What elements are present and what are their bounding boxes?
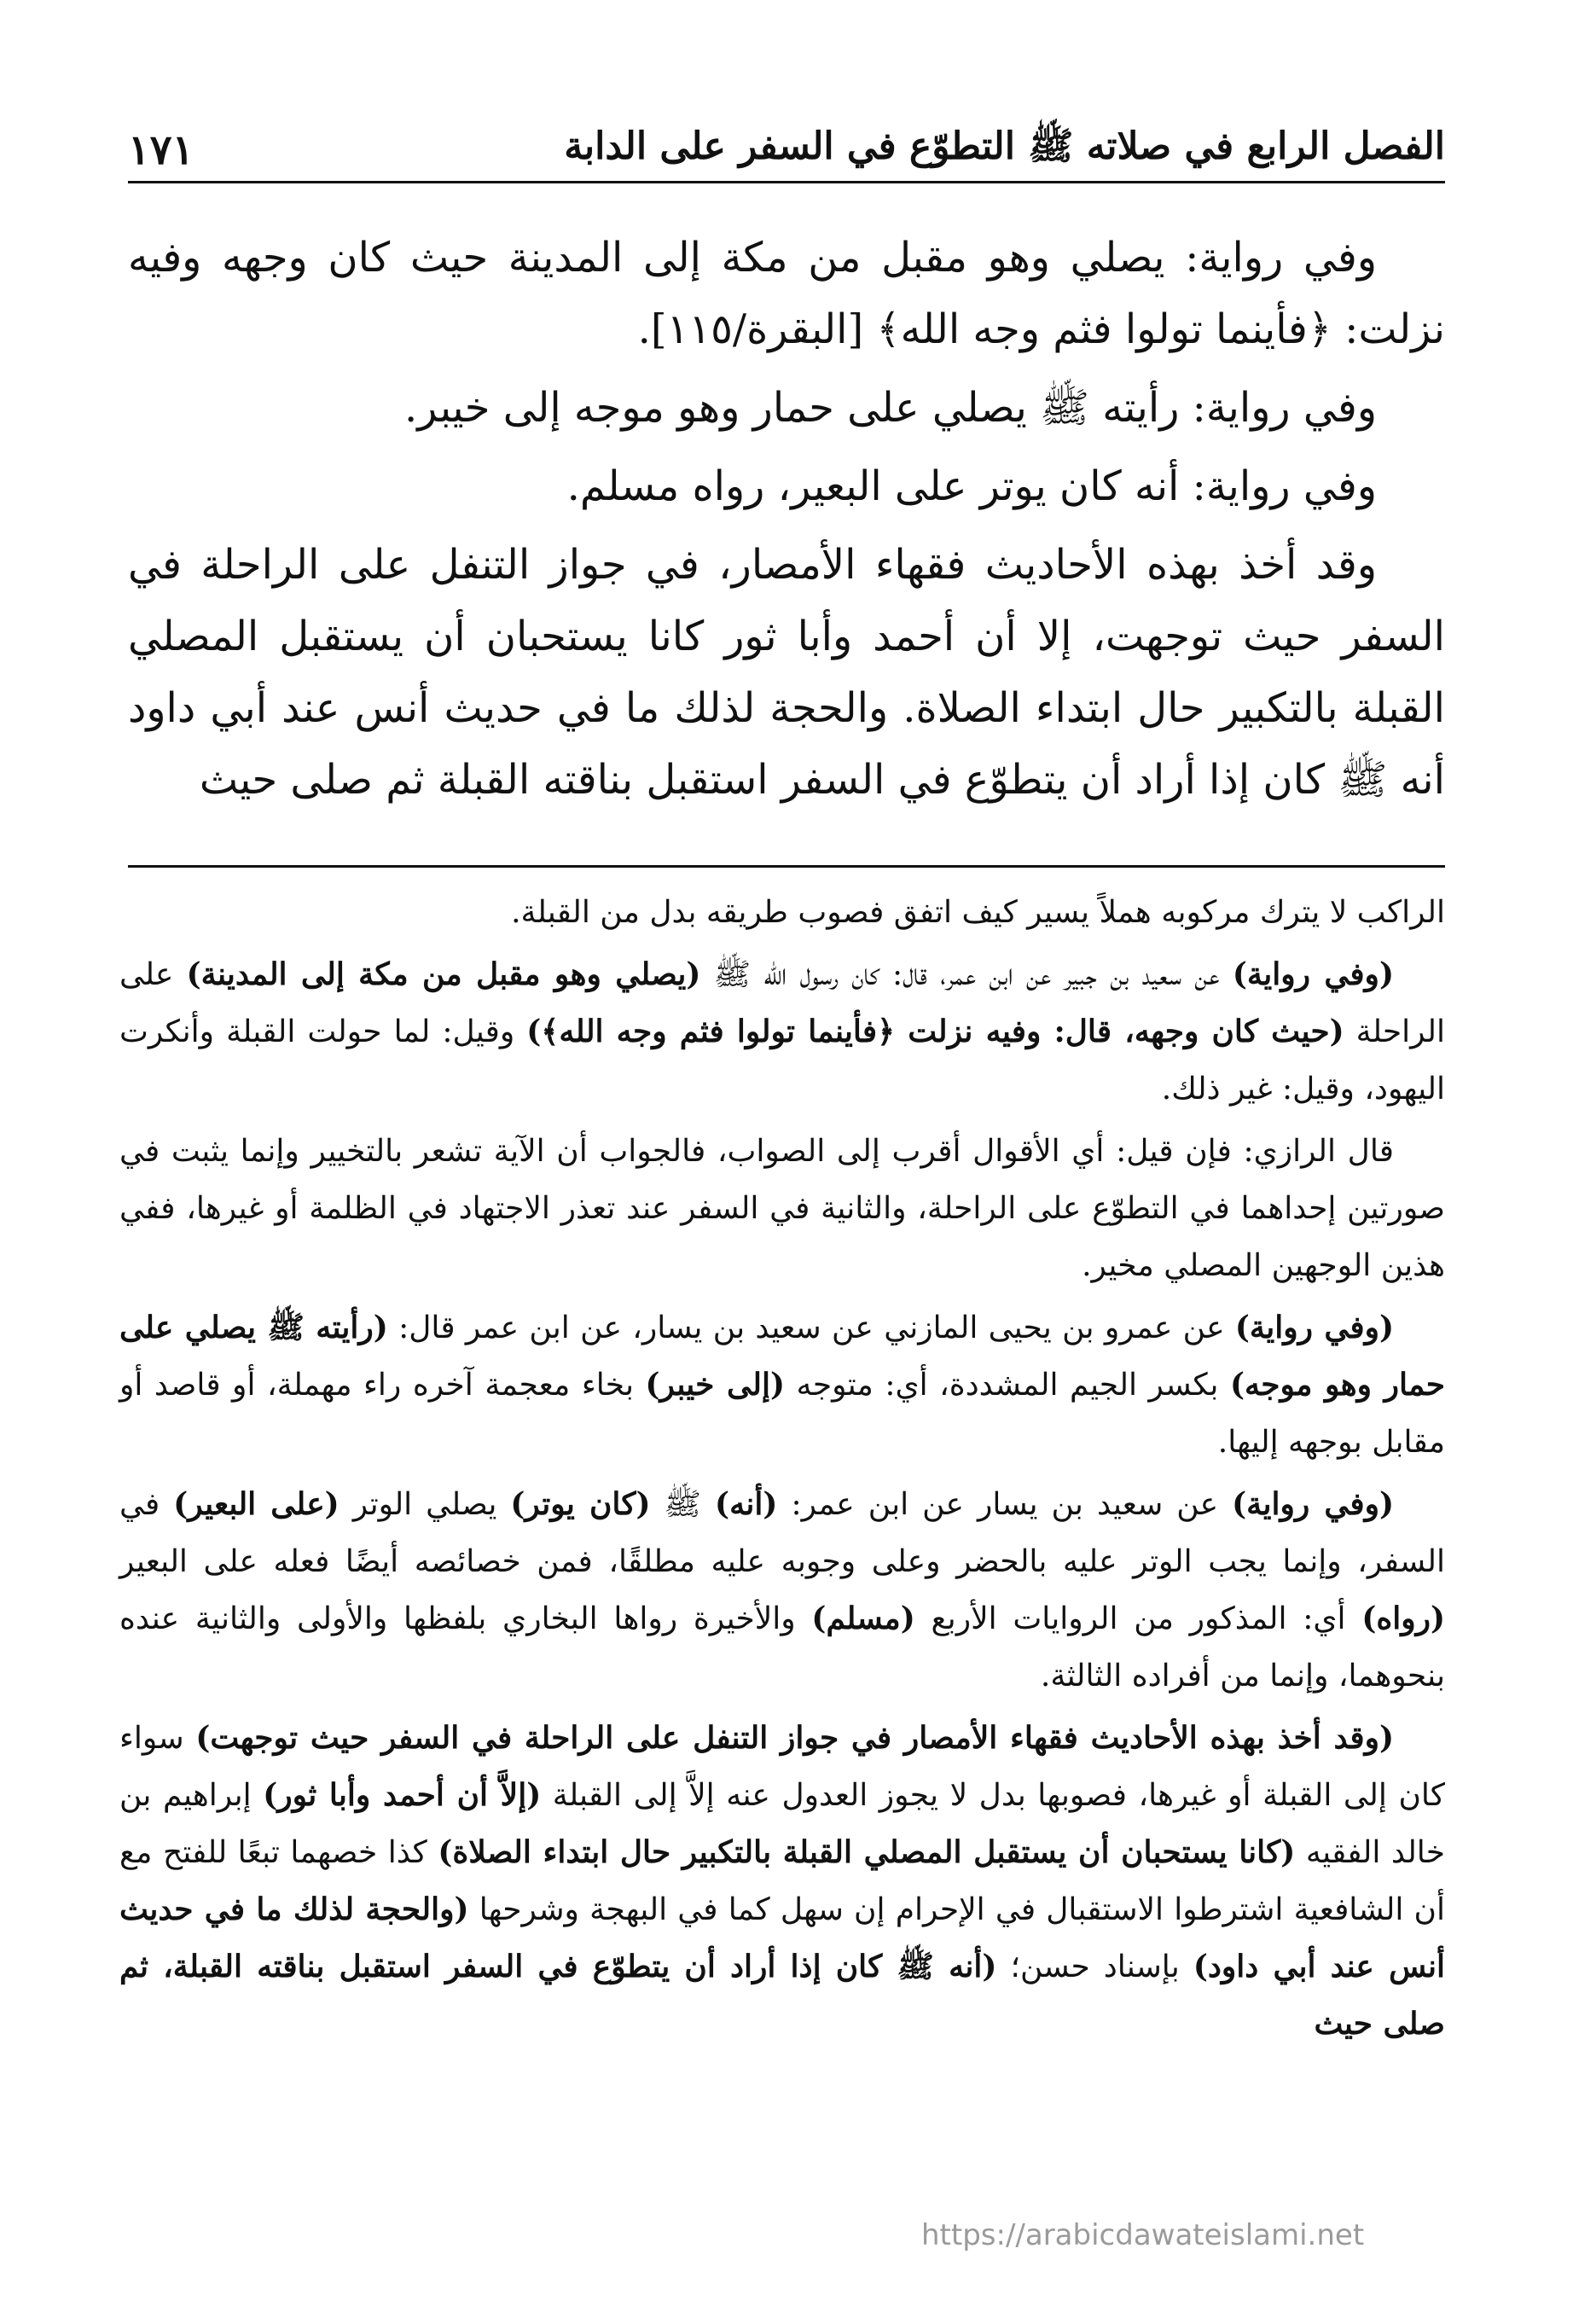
main-paragraph-2: وفي رواية: رأيته ﷺ يصلي على حمار وهو موجه إلى خيبر.	[404, 384, 1377, 432]
watermark-url: https://arabicdawateislami.net	[921, 2218, 1365, 2252]
note-paragraph-5: (وفي رواية) عن سعيد بن يسار عن ابن عمر: (أنه) ﷺ (كان يوتر) يصلي الوتر (على البعير) في السفر، وإنما يجب الوتر عليه بالحضر وعلى وجوبه عليه مطلقًا، فمن خصائصه أيضًا فعله على البعير (رواه) أي: المذكور من الروايات الأربع (مسلم) والأخيرة رواها البخاري بلفظها والأولى والثانية عنده بنحوهما، وإنما من أفراده الثالثة.	[119, 1486, 1446, 1694]
note-paragraph-2: (وفي رواية) عن سعيد بن جبير عن ابن عمر، قال: كان رسول الله ﷺ (يصلي وهو مقبل من مكة إلى المدينة) على الراحلة (حيث كان وجهه، قال: وفيه نزلت ﴿فأينما تولوا فثم وجه الله﴾) وقيل: لما حولت القبلة وأنكرت اليهود، وقيل: غير ذلك.	[119, 956, 1445, 1107]
page-header	[128, 119, 1445, 183]
commentary-text	[119, 884, 1445, 2058]
main-paragraph-4: وقد أخذ بهذه الأحاديث فقهاء الأمصار، في جواز التنفل على الراحلة في السفر حيث توجهت، إلا أن أحمد وأبا ثور كانا يستحبان أن يستقبل المصلي القبلة بالتكبير حال ابتداء الصلاة. والحجة لذلك ما في حديث أنس عند أبي داود أنه ﷺ كان إذا أراد أن يتطوّع في السفر استقبل بناقته القبلة ثم صلى حيث	[128, 541, 1445, 804]
page-number: ١٧١	[128, 126, 194, 174]
main-paragraph-3: وفي رواية: أنه كان يوتر على البعير، رواه مسلم.	[566, 462, 1377, 510]
note-paragraph-1: الراكب لا يترك مركوبه هملاً يسير كيف اتفق فصوب طريقه بدل من القبلة.	[511, 895, 1445, 930]
chapter-title: الفصل الرابع في صلاته ﷺ التطوّع في السفر على الدابة	[564, 125, 1445, 168]
note-paragraph-4: (وفي رواية) عن عمرو بن يحيى المازني عن سعيد بن يسار، عن ابن عمر قال: (رأيته ﷺ يصلي على حمار وهو موجه) بكسر الجيم المشددة، أي: متوجه (إلى خيبر) بخاء معجمة آخره راء مهملة، أو قاصد أو مقابل بوجهه إليها.	[119, 1310, 1446, 1460]
footnote-separator	[128, 865, 1445, 868]
note-paragraph-6: (وقد أخذ بهذه الأحاديث فقهاء الأمصار في جواز التنفل على الراحلة في السفر حيث توجهت) سواء كان إلى القبلة أو غيرها، فصوبها بدل لا يجوز العدول عنه إلاَّ إلى القبلة (إلاَّ أن أحمد وأبا ثور) إبراهيم بن خالد الفقيه (كانا يستحبان أن يستقبل المصلي القبلة بالتكبير حال ابتداء الصلاة) كذا خصهما تبعًا للفتح مع أن الشافعية اشترطوا الاستقبال في الإحرام إن سهل كما في البهجة وشرحها (والحجة لذلك ما في حديث أنس عند أبي داود) بإسناد حسن؛ (أنه ﷺ كان إذا أراد أن يتطوّع في السفر استقبل بناقته القبلة، ثم صلى حيث	[119, 1720, 1446, 2042]
main-paragraph-1: وفي رواية: يصلي وهو مقبل من مكة إلى المدينة حيث كان وجهه وفيه نزلت: ﴿فأينما تولوا فثم وجه الله﴾ [البقرة/١١٥].	[128, 234, 1445, 353]
main-text	[128, 222, 1445, 822]
note-paragraph-3: قال الرازي: فإن قيل: أي الأقوال أقرب إلى الصواب، فالجواب أن الآية تشعر بالتخيير وإنما يثبت في صورتين إحداهما في التطوّع على الراحلة، والثانية في السفر عند تعذر الاجتهاد في الظلمة أو غيرها، ففي هذين الوجهين المصلي مخير.	[119, 1134, 1445, 1283]
